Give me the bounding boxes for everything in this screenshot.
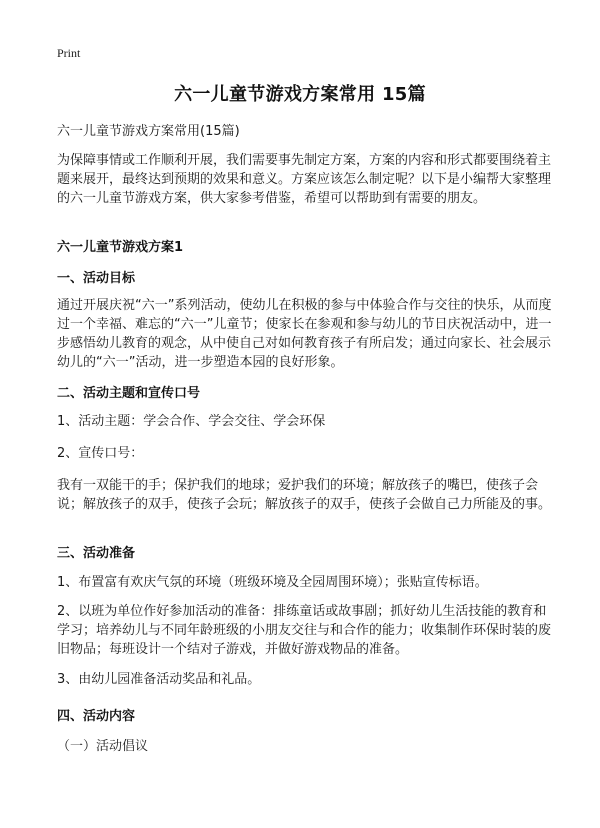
slogan-paragraph: 我有一双能干的手；保护我们的地球；爱护我们的环境；解放孩子的嘴巴，使孩子会说；解放孩子的双手，使孩子会玩；解放孩子的双手，使孩子会做自己力所能及的事。 bbox=[57, 478, 552, 512]
slogan-label: 2、宣传口号： bbox=[57, 446, 144, 461]
document-subtitle: 六一儿童节游戏方案常用(15篇) bbox=[57, 124, 240, 139]
section-heading-prep: 三、活动准备 bbox=[57, 546, 136, 561]
plan-heading: 六一儿童节游戏方案1 bbox=[57, 240, 184, 255]
print-label[interactable]: Print bbox=[57, 46, 81, 60]
goals-paragraph: 通过开展庆祝“六一”系列活动，使幼儿在积极的参与中体验合作与交往的快乐，从而度过一个幸福、难忘的“六一”儿童节；使家长在参观和参与幼儿的节日庆祝活动中，进一步感悟幼儿教育的观念，从中使自己对如何教育孩子有所启发；通过向家长、社会展示幼儿的“六一”活动，进一步塑造本园的良好形象。 bbox=[57, 298, 552, 370]
prep-item-2: 2、以班为单位作好参加活动的准备：排练童话或故事剧；抓好幼儿生活技能的教育和学习；培养幼儿与不同年龄班级的小朋友交往与和合作的能力；收集制作环保时装的废旧物品；每班设计一个结对子游戏，并做好游戏物品的准备。 bbox=[57, 604, 552, 657]
prep-item-3: 3、由幼儿园准备活动奖品和礼品。 bbox=[57, 672, 261, 687]
theme-item: 1、活动主题：学会合作、学会交往、学会环保 bbox=[57, 414, 326, 429]
section-heading-goals: 一、活动目标 bbox=[57, 271, 136, 286]
prep-item-1: 1、布置富有欢庆气氛的环境（班级环境及全园周围环境）；张贴宣传标语。 bbox=[57, 575, 488, 590]
section-heading-theme: 二、活动主题和宣传口号 bbox=[57, 386, 201, 401]
content-subheading: （一）活动倡议 bbox=[57, 739, 149, 754]
intro-paragraph: 为保障事情或工作顺利开展，我们需要事先制定方案，方案的内容和形式都要围绕着主题来展开，最终达到预期的效果和意义。方案应该怎么制定呢？以下是小编帮大家整理的六一儿童节游戏方案，供大家参考借鉴，希望可以帮助到有需要的朋友。 bbox=[57, 153, 552, 206]
document-title: 六一儿童节游戏方案常用 15篇 bbox=[174, 84, 426, 105]
section-heading-content: 四、活动内容 bbox=[57, 709, 136, 724]
